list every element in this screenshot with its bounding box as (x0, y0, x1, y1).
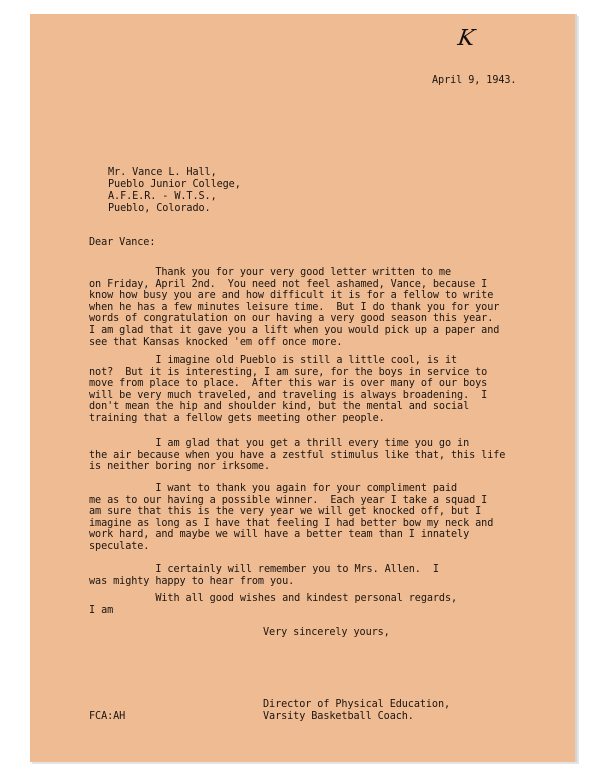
body-line: me as to our having a possible winner. Each year I take a squad I (89, 494, 488, 506)
complimentary-closing: Very sincerely yours, (263, 627, 390, 638)
body-paragraph (89, 564, 499, 587)
body-paragraph (89, 438, 506, 473)
body-line: I imagine old Pueblo is still a little cool, is it (89, 355, 458, 366)
body-line: is neither boring nor irksome. (89, 461, 271, 473)
body-line: words of congratulation on our having a very good season this year. (89, 313, 494, 325)
body-line: am sure that this is the very year we will get knocked off, but I (89, 506, 482, 518)
recipient-line: Mr. Vance L. Hall, (108, 167, 217, 178)
body-line: see that Kansas knocked 'em off once more. (89, 336, 343, 348)
recipient-line: A.F.E.R. - W.T.S., (108, 191, 217, 202)
body-line: I am (89, 604, 114, 616)
body-line: imagine as long as I have that feeling I had better bow my neck and (89, 517, 494, 529)
letter-date: April 9, 1943. (432, 75, 517, 86)
recipient-line: Pueblo Junior College, (108, 179, 241, 190)
body-line: Thank you for your very good letter written to me (89, 267, 452, 278)
body-line: when he has a few minutes leisure time. But I do thank you for your (89, 301, 500, 313)
signature-title: Varsity Basketball Coach. (263, 711, 414, 722)
salutation: Dear Vance: (89, 237, 156, 248)
body-line: I want to thank you again for your compliment paid (89, 483, 458, 494)
body-line: move from place to place. After this war is over many of our boys (89, 378, 488, 390)
body-line: not? But it is interesting, I am sure, for the boys in service to (89, 366, 488, 378)
body-line: speculate. (89, 540, 150, 552)
body-paragraph (89, 483, 499, 553)
body-line: was mighty happy to hear from you. (89, 575, 295, 587)
body-paragraph (89, 593, 499, 616)
body-paragraph (89, 355, 499, 425)
body-line: on Friday, April 2nd. You need not feel ashamed, Vance, because I (89, 278, 488, 290)
body-line: the air because when you have a zestful stimulus like that, this life (89, 449, 506, 461)
body-line: don't mean the hip and shoulder kind, but the mental and social (89, 401, 470, 413)
signature-title: Director of Physical Education, (263, 699, 451, 710)
body-line: With all good wishes and kindest personal regards, (89, 593, 458, 604)
body-paragraph (89, 267, 499, 348)
body-line: I am glad that it gave you a lift when you would pick up a paper and (89, 324, 500, 336)
typist-initials: FCA:AH (89, 711, 126, 722)
body-line: training that a fellow gets meeting other people. (89, 412, 385, 424)
body-line: know how busy you are and how difficult it is for a fellow to write (89, 290, 494, 302)
body-line: work hard, and maybe we will have a better team than I innately (89, 529, 470, 541)
handwritten-mark: K (456, 26, 477, 51)
body-line: I am glad that you get a thrill every time you go in (89, 438, 470, 449)
body-line: I certainly will remember you to Mrs. Allen. I (89, 564, 439, 575)
body-line: will be very much traveled, and traveling is always broadening. I (89, 389, 488, 401)
recipient-line: Pueblo, Colorado. (108, 203, 211, 214)
